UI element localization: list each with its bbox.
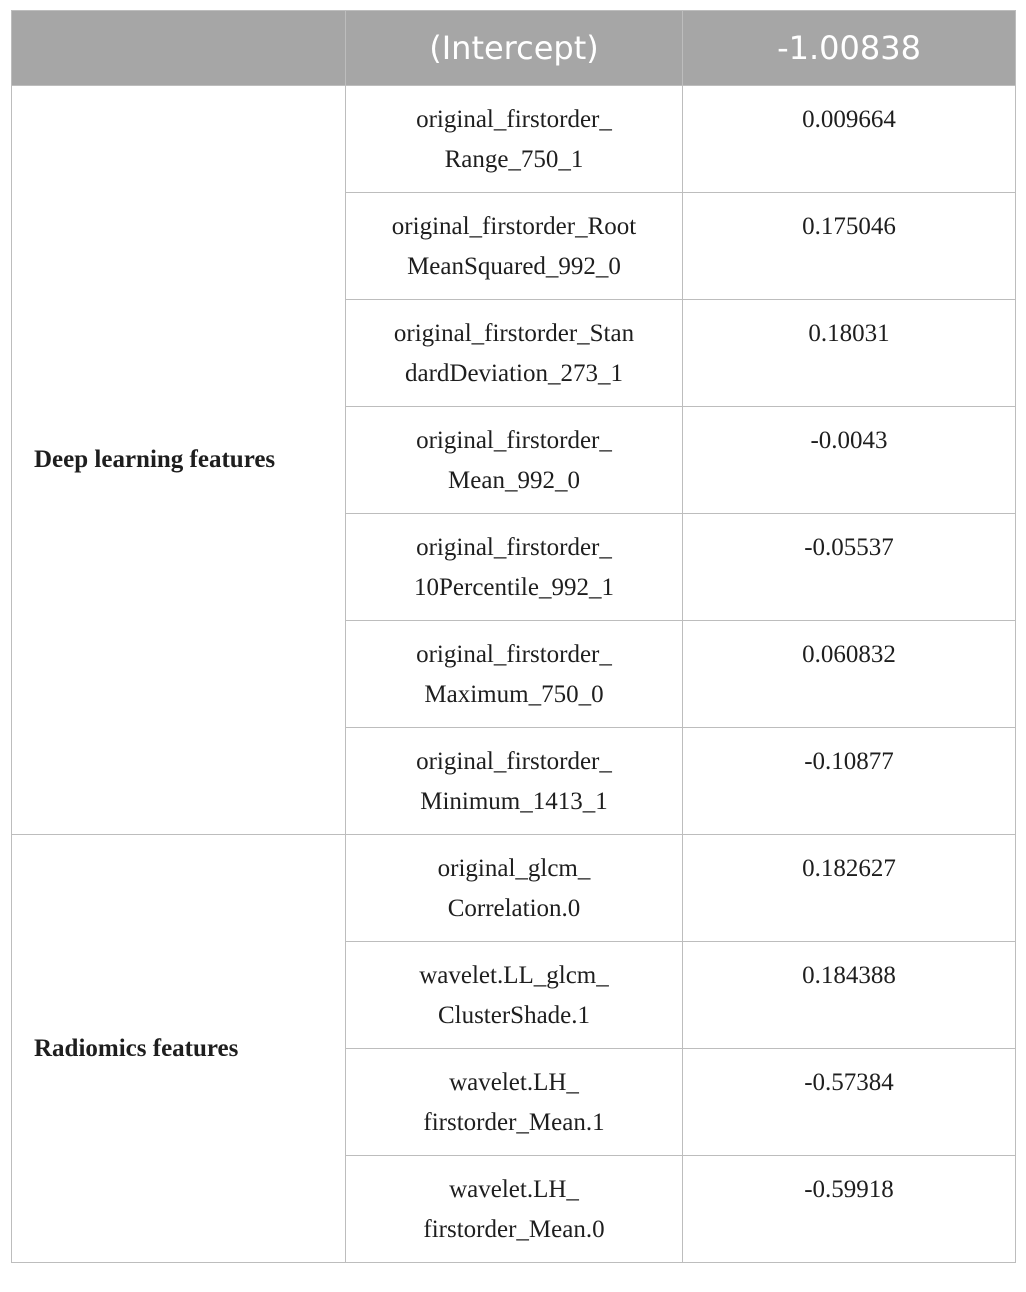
coefficients-table xyxy=(11,10,1016,1263)
feature-coefficient: 0.009664 xyxy=(683,86,1016,193)
feature-coefficient: -0.10877 xyxy=(683,728,1016,835)
feature-name: wavelet.LH_ firstorder_Mean.0 xyxy=(346,1156,683,1263)
feature-name: original_firstorder_Stan dardDeviation_273_1 xyxy=(346,300,683,407)
table-row xyxy=(12,86,1016,193)
feature-coefficient: -0.59918 xyxy=(683,1156,1016,1263)
feature-coefficient: -0.0043 xyxy=(683,407,1016,514)
feature-coefficient: -0.05537 xyxy=(683,514,1016,621)
feature-name: wavelet.LL_glcm_ ClusterShade.1 xyxy=(346,942,683,1049)
group-label-deep-learning: Deep learning features xyxy=(12,86,346,835)
feature-coefficient: 0.182627 xyxy=(683,835,1016,942)
feature-name: original_glcm_ Correlation.0 xyxy=(346,835,683,942)
header-group-cell xyxy=(12,11,346,86)
feature-coefficient: 0.18031 xyxy=(683,300,1016,407)
header-intercept-value: -1.00838 xyxy=(683,11,1016,86)
header-row xyxy=(12,11,1016,86)
feature-name: original_firstorder_ Range_750_1 xyxy=(346,86,683,193)
feature-name: original_firstorder_ 10Percentile_992_1 xyxy=(346,514,683,621)
feature-coefficient: 0.175046 xyxy=(683,193,1016,300)
feature-name: wavelet.LH_ firstorder_Mean.1 xyxy=(346,1049,683,1156)
feature-name: original_firstorder_ Maximum_750_0 xyxy=(346,621,683,728)
header-intercept-label: (Intercept) xyxy=(346,11,683,86)
feature-name: original_firstorder_Root MeanSquared_992_0 xyxy=(346,193,683,300)
feature-name: original_firstorder_ Mean_992_0 xyxy=(346,407,683,514)
feature-coefficient: -0.57384 xyxy=(683,1049,1016,1156)
feature-name: original_firstorder_ Minimum_1413_1 xyxy=(346,728,683,835)
table-row xyxy=(12,835,1016,942)
feature-coefficient: 0.060832 xyxy=(683,621,1016,728)
feature-coefficient: 0.184388 xyxy=(683,942,1016,1049)
group-label-radiomics: Radiomics features xyxy=(12,835,346,1263)
